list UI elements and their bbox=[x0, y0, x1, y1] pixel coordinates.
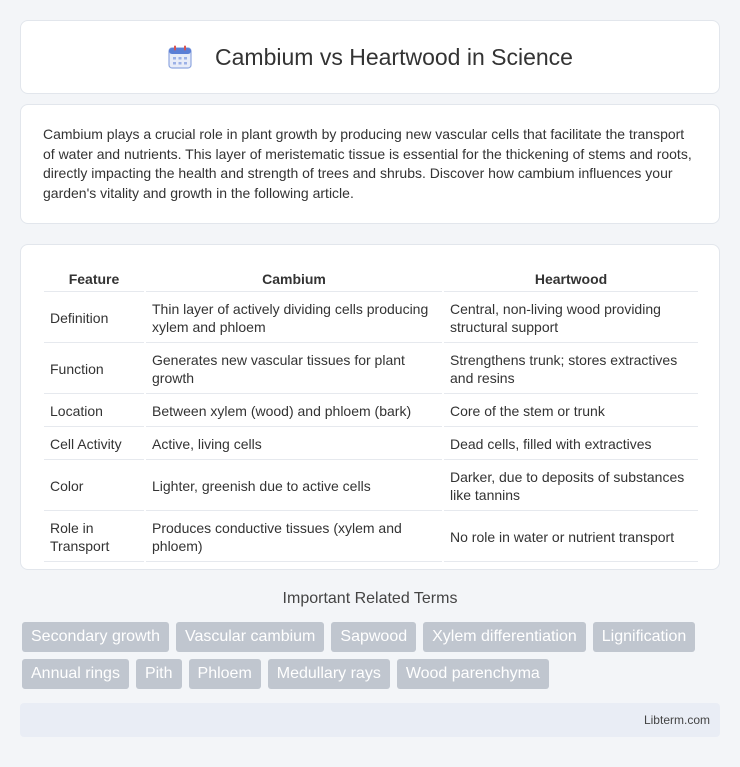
tag-pith[interactable]: Pith bbox=[136, 659, 182, 689]
row-feature: Function bbox=[44, 345, 144, 394]
row-cambium: Produces conductive tissues (xylem and phloem) bbox=[146, 513, 442, 562]
footer bbox=[20, 703, 720, 737]
tag-medullary-rays[interactable]: Medullary rays bbox=[268, 659, 390, 689]
header-feature: Feature bbox=[44, 267, 144, 292]
table-row bbox=[44, 462, 698, 511]
comparison-table-card bbox=[20, 244, 720, 570]
tag-lignification[interactable]: Lignification bbox=[593, 622, 696, 652]
row-feature: Definition bbox=[44, 294, 144, 343]
row-cambium: Generates new vascular tissues for plant growth bbox=[146, 345, 442, 394]
row-cambium: Between xylem (wood) and phloem (bark) bbox=[146, 396, 442, 427]
header-card bbox=[20, 20, 720, 94]
header-heartwood: Heartwood bbox=[444, 267, 698, 292]
tag-wood-parenchyma[interactable]: Wood parenchyma bbox=[397, 659, 549, 689]
row-feature: Role in Transport bbox=[44, 513, 144, 562]
related-terms-title: Important Related Terms bbox=[282, 590, 458, 607]
row-heartwood: No role in water or nutrient transport bbox=[444, 513, 698, 562]
intro-text: Cambium plays a crucial role in plant growth by producing new vascular cells that facilitate the transport of water and nutrients. This layer of meristematic tissue is essential for the thickening of stems and roots, directly impacting the health and strength of trees and shrubs. Discover how cambium influences your garden's vitality and growth in the following article. bbox=[43, 126, 692, 201]
footer-link[interactable]: Libterm.com bbox=[643, 713, 710, 727]
table-header-row bbox=[44, 267, 698, 292]
tag-secondary-growth[interactable]: Secondary growth bbox=[22, 622, 169, 652]
row-cambium: Active, living cells bbox=[146, 429, 442, 460]
row-heartwood: Core of the stem or trunk bbox=[444, 396, 698, 427]
table-row bbox=[44, 345, 698, 394]
row-feature: Location bbox=[44, 396, 144, 427]
row-feature: Cell Activity bbox=[44, 429, 144, 460]
tag-vascular-cambium[interactable]: Vascular cambium bbox=[176, 622, 324, 652]
table-row bbox=[44, 429, 698, 460]
tag-xylem-differentiation[interactable]: Xylem differentiation bbox=[423, 622, 586, 652]
row-feature: Color bbox=[44, 462, 144, 511]
table-row bbox=[44, 294, 698, 343]
row-cambium: Lighter, greenish due to active cells bbox=[146, 462, 442, 511]
page-title: Cambium vs Heartwood in Science bbox=[215, 43, 573, 70]
row-heartwood: Central, non-living wood providing structural support bbox=[444, 294, 698, 343]
row-heartwood: Darker, due to deposits of substances like tannins bbox=[444, 462, 698, 511]
tag-annual-rings[interactable]: Annual rings bbox=[22, 659, 129, 689]
calendar-icon bbox=[167, 44, 193, 70]
row-heartwood: Strengthens trunk; stores extractives and resins bbox=[444, 345, 698, 394]
tag-sapwood[interactable]: Sapwood bbox=[331, 622, 416, 652]
header-cambium: Cambium bbox=[146, 267, 442, 292]
row-cambium: Thin layer of actively dividing cells producing xylem and phloem bbox=[146, 294, 442, 343]
related-terms-list bbox=[22, 622, 722, 689]
table-row bbox=[44, 396, 698, 427]
intro-card bbox=[20, 104, 720, 224]
comparison-table bbox=[42, 265, 700, 564]
table-row bbox=[44, 513, 698, 562]
row-heartwood: Dead cells, filled with extractives bbox=[444, 429, 698, 460]
tag-phloem[interactable]: Phloem bbox=[189, 659, 261, 689]
